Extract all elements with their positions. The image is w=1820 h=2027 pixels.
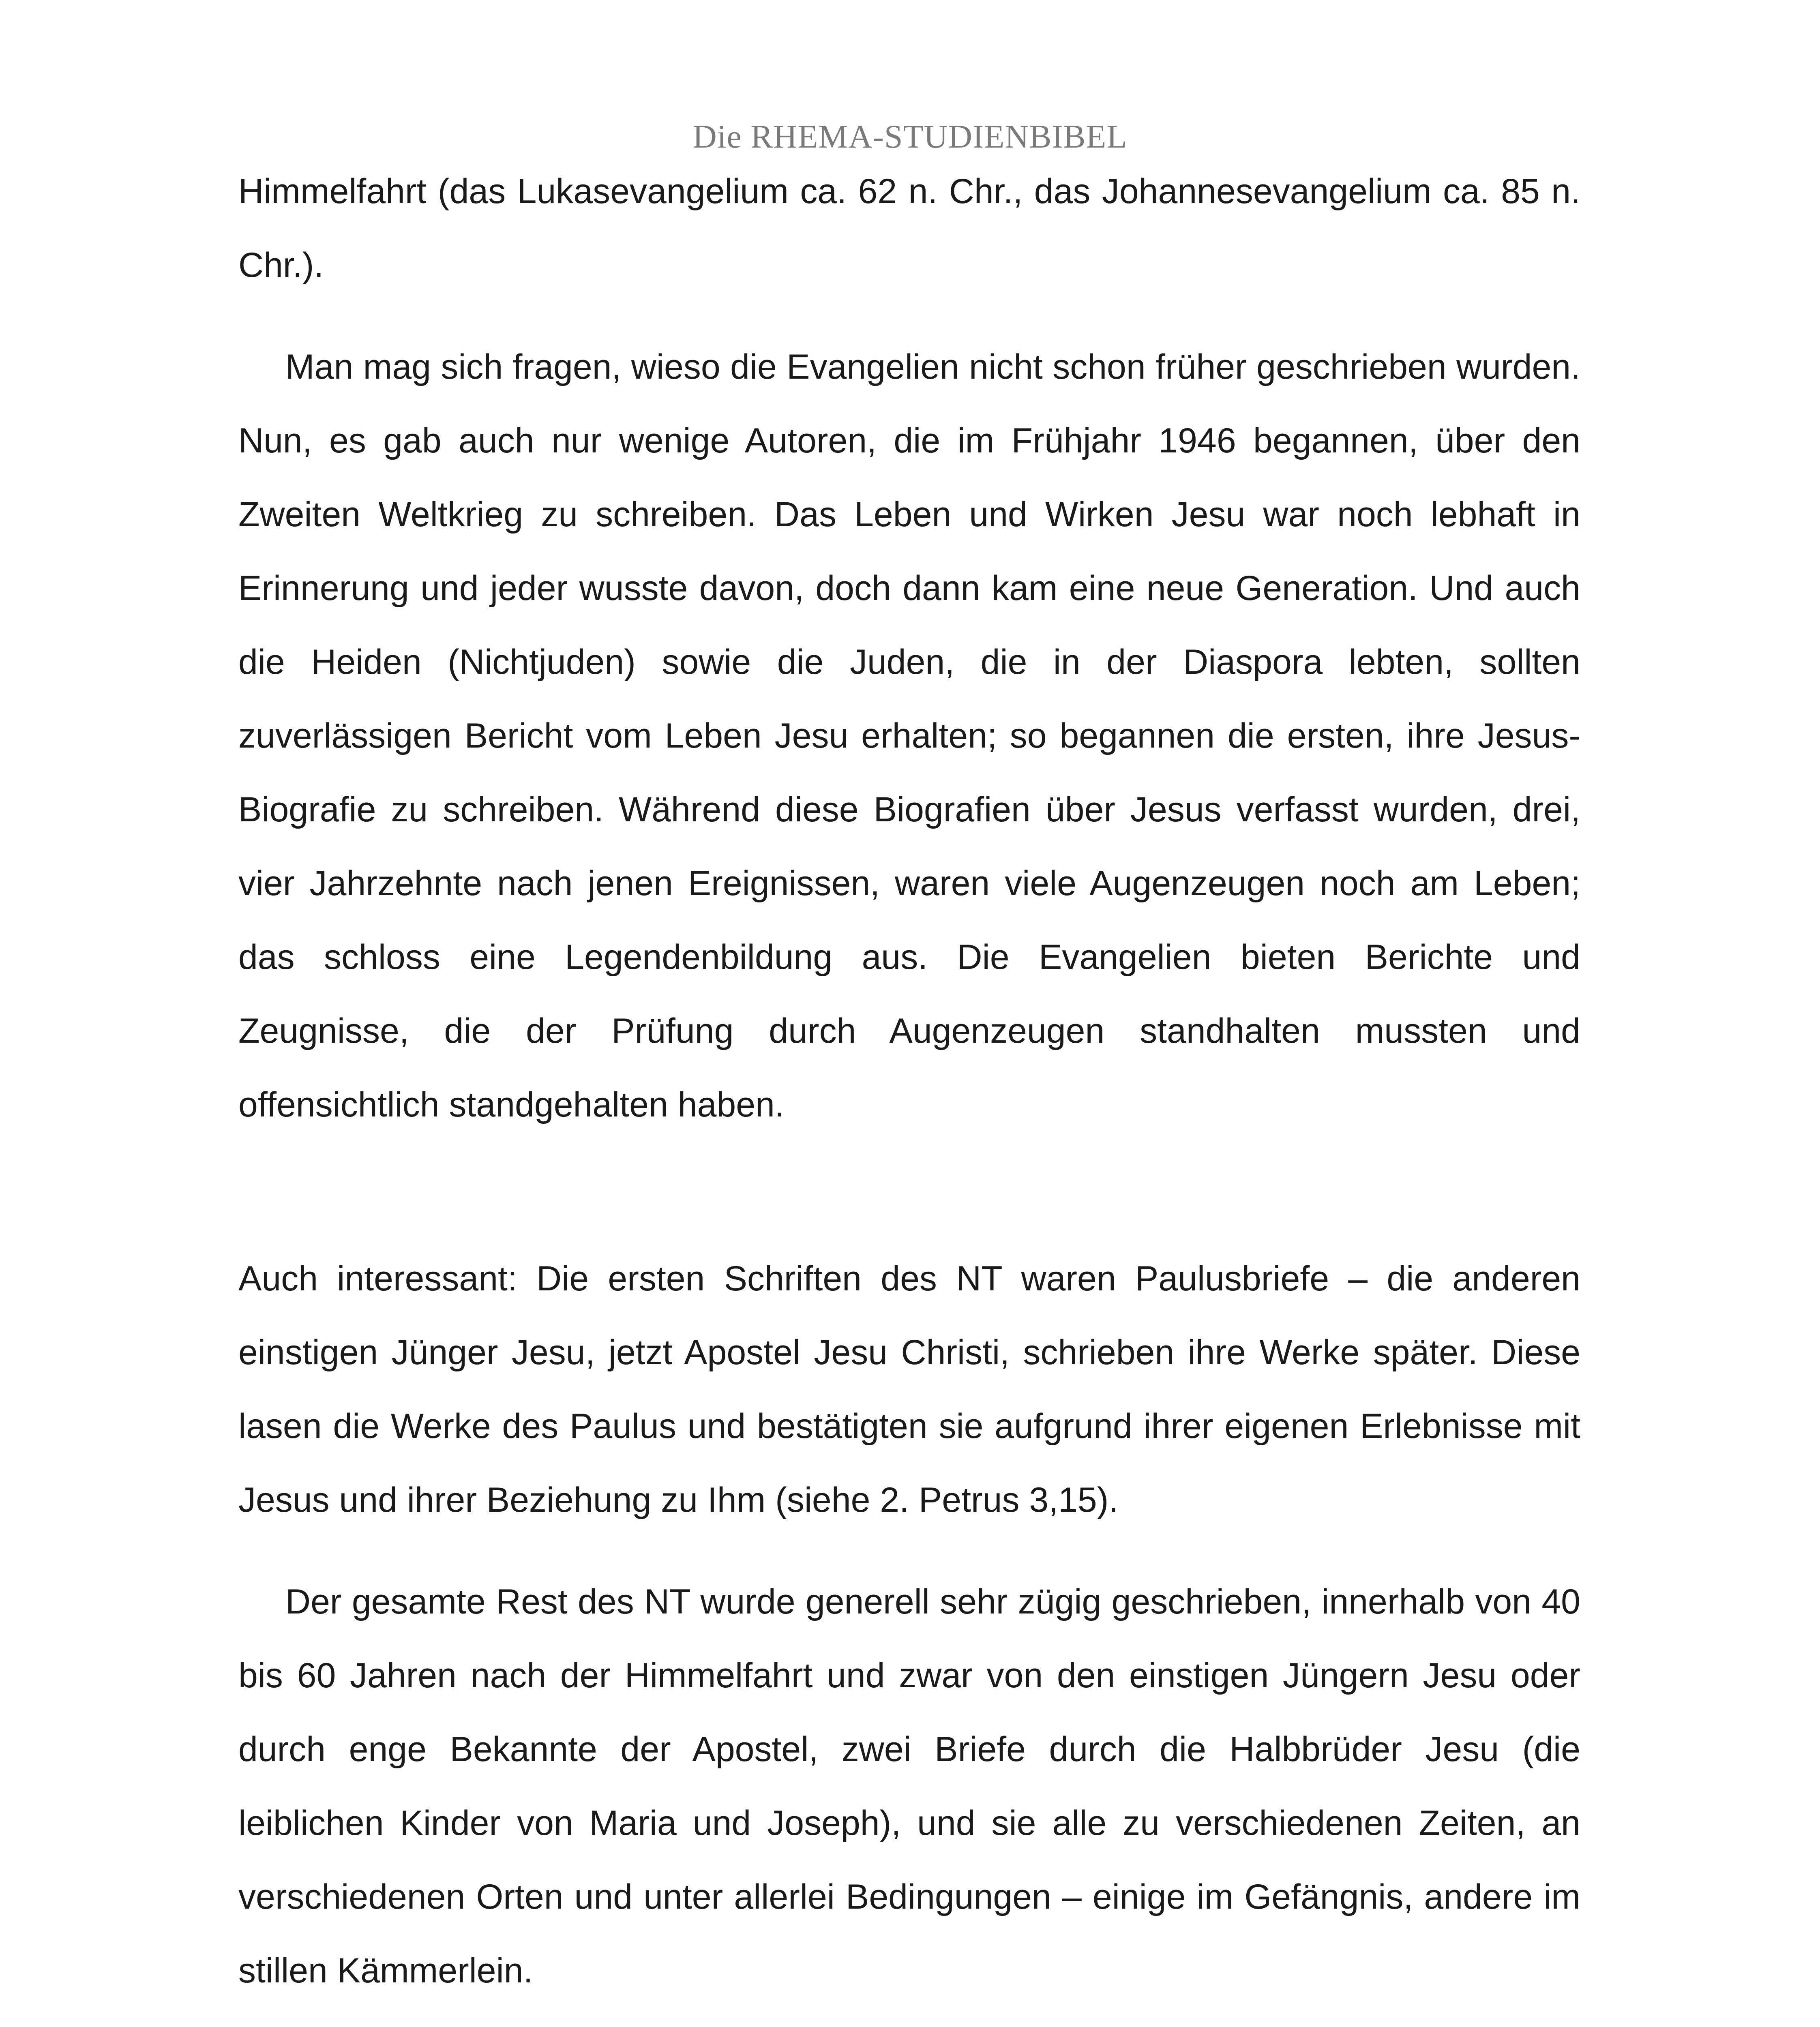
paragraph: Himmelfahrt (das Lukasevangelium ca. 62 n. Chr., das Johannesevangelium ca. 85 n. Chr.). bbox=[238, 172, 1580, 285]
paragraph-block bbox=[238, 1242, 1580, 1537]
paragraph: Auch interessant: Die ersten Schriften des NT waren Paulusbriefe – die anderen einstigen Jünger Jesu, jetzt Apostel Jesu Christi, schrieben ihre Werke später. Diese lasen die Werke des Paulus und bestätigten sie aufgrund ihrer eigenen Erlebnisse mit Jesus und ihrer Beziehung zu Ihm (siehe 2. Petrus 3,15). bbox=[238, 1259, 1580, 1519]
running-header-title: Die RHEMA-STUDIENBIBEL bbox=[692, 118, 1128, 155]
paragraph-block bbox=[238, 1565, 1580, 2008]
paragraph-block bbox=[238, 330, 1580, 1142]
paragraph: Man mag sich fragen, wieso die Evangelien nicht schon früher geschrieben wurden. Nun, es gab auch nur wenige Autoren, die im Frühjahr 1946 begannen, über den Zweiten Weltkrieg zu schreiben. Das Leben und Wirken Jesu war noch lebhaft in Erinnerung und jeder wusste davon, doch dann kam eine neue Generation. Und auch die Heiden (Nichtjuden) sowie die Juden, die in der Diaspora lebten, sollten zuverlässigen Bericht vom Leben Jesu erhalten; so begannen die ersten, ihre Jesus-Biografie zu schreiben. Während diese Biografien über Jesus verfasst wurden, drei, vier Jahrzehnte nach jenen Ereignissen, waren viele Augenzeugen noch am Leben; das schloss eine Legendenbildung aus. Die Evangelien bieten Berichte und Zeugnisse, die der Prüfung durch Augenzeugen standhalten mussten und offensichtlich standgehalten haben. bbox=[238, 347, 1580, 1124]
paragraph-block bbox=[238, 154, 1580, 302]
paragraph: Der gesamte Rest des NT wurde generell sehr zügig geschrieben, innerhalb von 40 bis 60 Jahren nach der Himmelfahrt und zwar von den einstigen Jüngern Jesu oder durch enge Bekannte der Apostel, zwei Briefe durch die Halbbrüder Jesu (die leiblichen Kinder von Maria und Joseph), und sie alle zu verschiedenen Zeiten, an verschiedenen Orten und unter allerlei Bedingungen – einige im Gefängnis, andere im stillen Kämmerlein. bbox=[238, 1582, 1580, 1990]
